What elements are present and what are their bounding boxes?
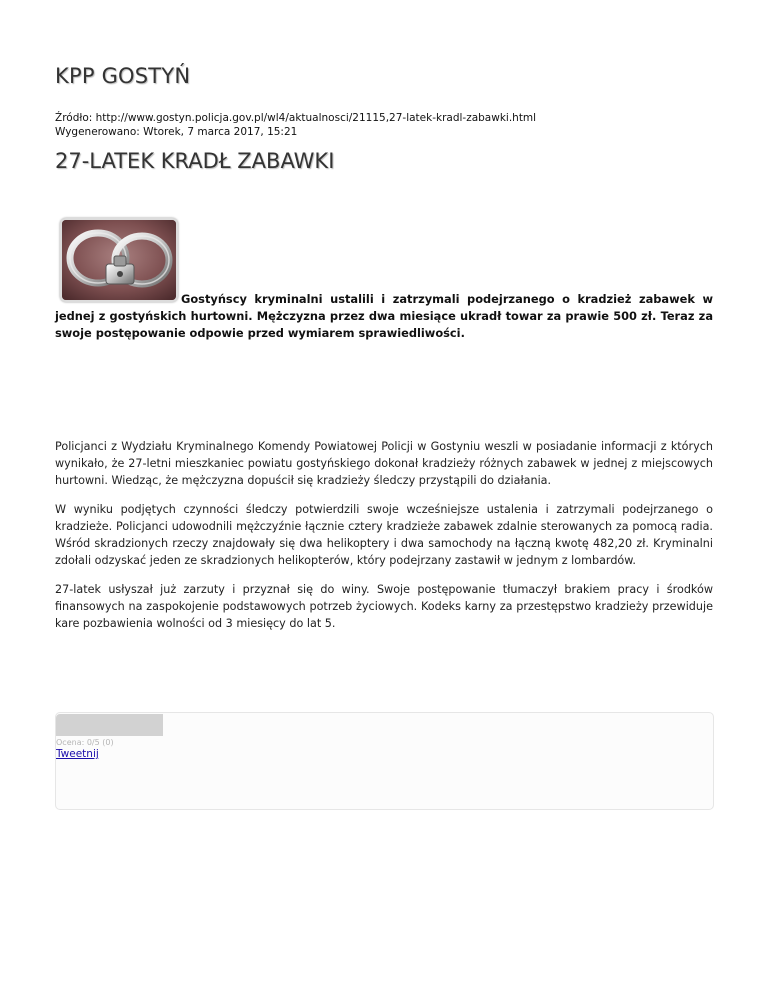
generated-line: Wygenerowano: Wtorek, 7 marca 2017, 15:21 <box>55 126 298 138</box>
article-title: 27-LATEK KRADŁ ZABAWKI <box>55 149 335 173</box>
tweet-link[interactable]: Tweetnij <box>56 748 99 760</box>
article-body <box>55 438 713 644</box>
handcuffs-icon <box>62 220 176 300</box>
article-paragraph: 27-latek usłyszał już zarzuty i przyznał się do winy. Swoje postępowanie tłumaczył brakiem pracy i środków finansowych na zaspokojenie podstawowych potrzeb życiowych. Kodeks karny za przestępstwo kradzieży przewiduje kare pozbawienia wolności od 3 miesięcy do lat 5. <box>55 583 713 630</box>
rating-label: Ocena: 0/5 (0) <box>56 738 114 747</box>
rating-panel <box>55 712 714 810</box>
article-thumbnail <box>60 218 178 302</box>
rating-stars-bar[interactable] <box>56 714 163 736</box>
site-title: KPP GOSTYŃ <box>55 64 191 88</box>
article-lead: Gostyńscy kryminalni ustalili i zatrzymali podejrzanego o kradzież zabawek w jednej z gostyńskich hurtowni. Mężczyzna przez dwa miesiące ukradł towar za prawie 500 zł. Teraz za swoje postępowanie odpowie przed wymiarem sprawiedliwości. <box>55 292 713 340</box>
article-paragraph: W wyniku podjętych czynności śledczy potwierdzili swoje wcześniejsze ustalenia i zatrzymali podejrzanego o kradzieże. Policjanci udowodnili mężczyźnie łącznie cztery kradzieże zabawek zdalnie sterowanych za pomocą radia. Wśród skradzionych rzeczy znajdowały się dwa helikoptery i dwa samochody na łączną kwotę 482,20 zł. Kryminalni zdołali odzyskać jeden ze skradzionych helikopterów, który podejrzany zastawił w jednym z lombardów. <box>55 503 713 567</box>
document-meta <box>55 111 536 139</box>
source-line: Źródło: http://www.gostyn.policja.gov.pl/wl4/aktualnosci/21115,27-latek-kradl-zabawki.html <box>55 112 537 124</box>
article-paragraph: Policjanci z Wydziału Kryminalnego Komendy Powiatowej Policji w Gostyniu weszli w posiadanie informacji z których wynikało, że 27-letni mieszkaniec powiatu gostyńskiego dokonał kradzieży różnych zabawek w jednej z miejscowych hurtowni. Wiedząc, że mężczyzna dopuścił się kradzieży śledczy przystąpili do działania. <box>55 440 713 487</box>
